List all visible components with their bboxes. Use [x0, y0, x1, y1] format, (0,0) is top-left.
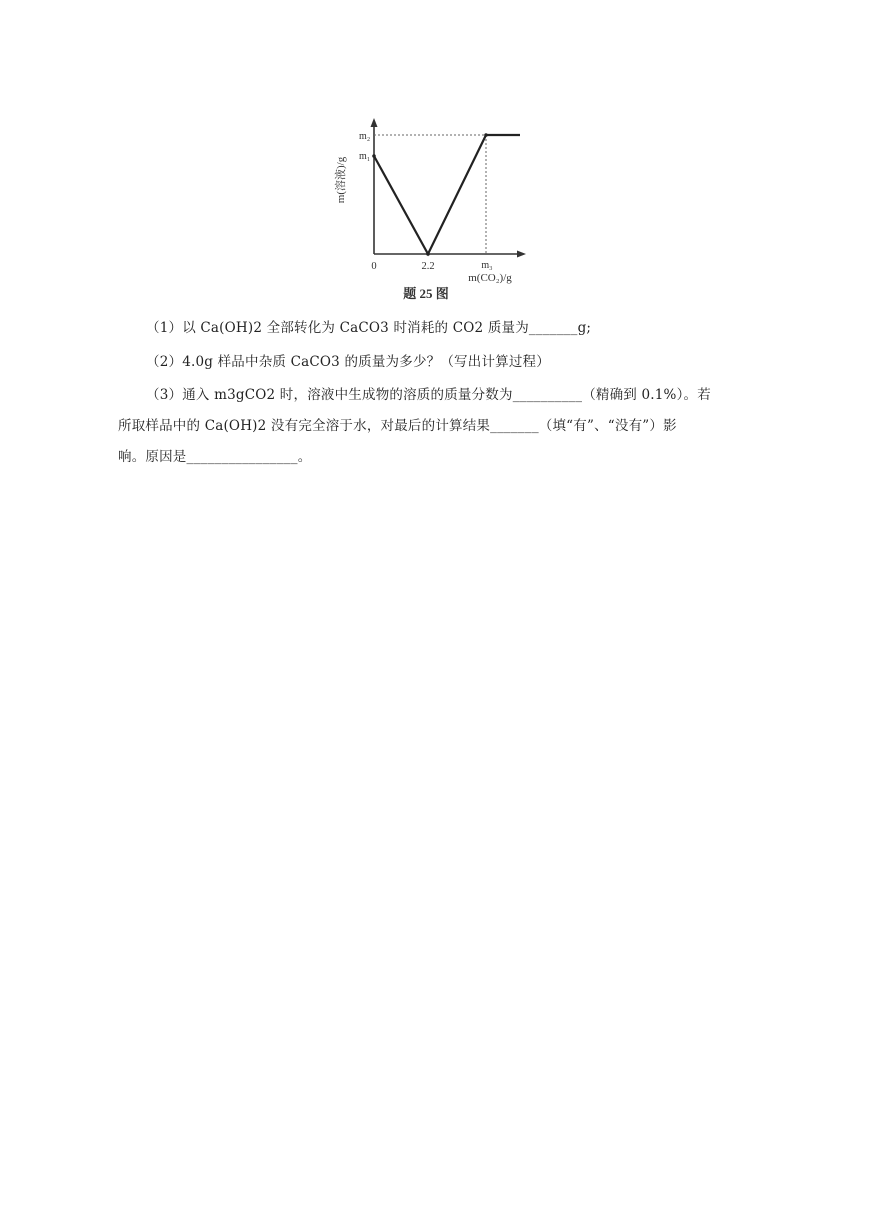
x-tick-2-2: 2.2 — [421, 261, 435, 272]
point-m3 — [484, 133, 488, 137]
question-3 — [118, 380, 748, 473]
x-axis-label: m(CO₂)/g — [468, 272, 512, 284]
question-2: （2）4.0g 样品中杂质 CaCO3 的质量为多少？（写出计算过程） — [146, 354, 550, 370]
question-3-line-2: 所取样品中的 Ca(OH)2 没有完全溶于水，对最后的计算结果_______（填“有”、“没有”）影 — [118, 418, 677, 434]
y-tick-m2: m₂ — [359, 131, 371, 142]
figure-caption: 题 25 图 — [403, 286, 449, 301]
question-1: （1）以 Ca(OH)2 全部转化为 CaCO3 时消耗的 CO2 质量为_______g; — [146, 320, 592, 336]
data-line — [374, 135, 520, 254]
y-tick-m1: m₁ — [359, 151, 371, 162]
y-axis-arrow — [371, 118, 378, 127]
x-axis-arrow — [517, 251, 526, 258]
chart-svg — [330, 108, 540, 308]
point-min — [426, 252, 430, 256]
y-axis-label: m(溶液)/g — [335, 156, 347, 204]
point-start — [372, 154, 376, 158]
x-tick-m3: m₃ — [481, 260, 493, 271]
chart-figure — [330, 108, 540, 308]
x-tick-0: 0 — [371, 261, 377, 272]
question-3-line-3: 响。原因是________________。 — [118, 449, 312, 465]
question-3-line-1: （3）通入 m3gCO2 时，溶液中生成物的溶质的质量分数为__________（精确到 0.1%）。若 — [146, 387, 711, 403]
